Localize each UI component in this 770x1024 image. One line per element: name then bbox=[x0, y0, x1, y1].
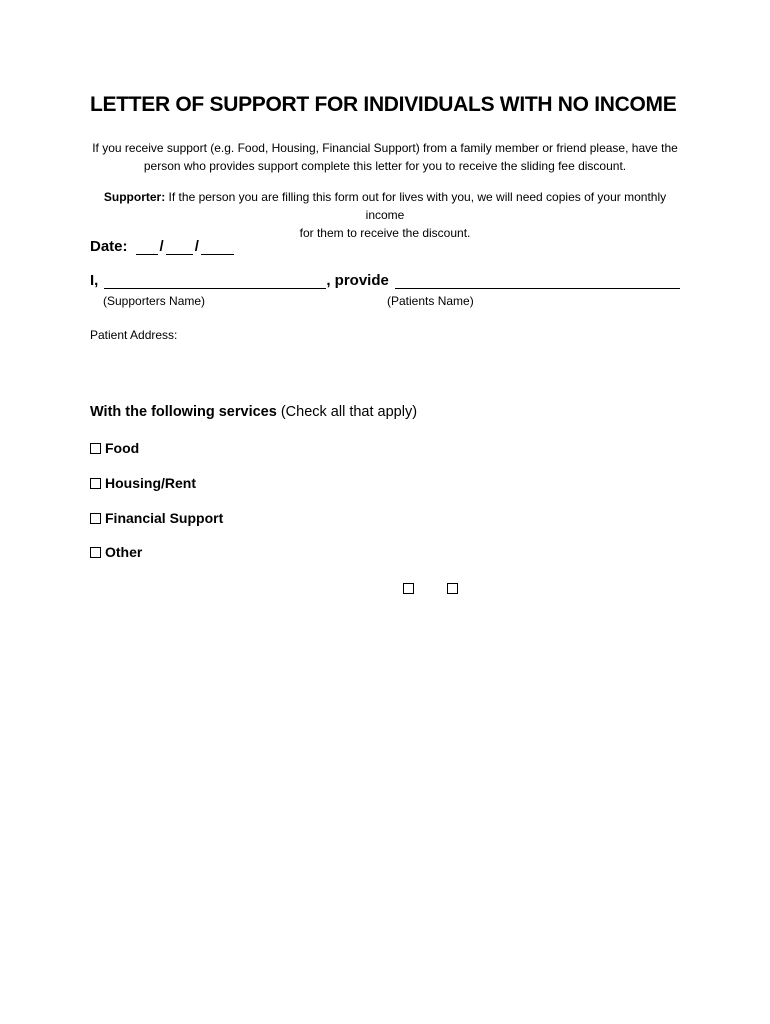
services-heading-bold: With the following services bbox=[90, 404, 277, 420]
checkbox-icon[interactable] bbox=[90, 443, 101, 454]
checkbox-icon[interactable] bbox=[403, 583, 414, 594]
date-row bbox=[90, 238, 234, 255]
services-heading bbox=[90, 404, 417, 420]
supporter-note bbox=[90, 188, 680, 242]
service-label: Housing/Rent bbox=[105, 475, 196, 491]
service-label: Food bbox=[105, 440, 140, 456]
intro-line-1: If you receive support (e.g. Food, Housing, Financial Support) from a family member or friend please, have the bbox=[92, 141, 678, 155]
services-heading-note: (Check all that apply) bbox=[276, 404, 418, 420]
date-year-field[interactable] bbox=[201, 239, 234, 255]
provide-row bbox=[90, 272, 680, 289]
checkbox-icon[interactable] bbox=[90, 513, 101, 524]
patients-name-field[interactable] bbox=[395, 273, 680, 289]
intro-paragraph bbox=[90, 139, 680, 175]
provide-label: , provide bbox=[326, 272, 389, 289]
service-other[interactable] bbox=[90, 544, 142, 560]
checkbox-icon[interactable] bbox=[447, 583, 458, 594]
date-month-field[interactable] bbox=[136, 239, 158, 255]
supporter-note-line-1 bbox=[90, 188, 680, 224]
checkbox-icon[interactable] bbox=[90, 478, 101, 489]
service-label: Financial Support bbox=[105, 510, 224, 526]
patients-name-caption: (Patients Name) bbox=[387, 294, 474, 308]
service-label: Other bbox=[105, 544, 143, 560]
supporter-note-text: If the person you are filling this form out for lives with you, we will need copies of your monthly income bbox=[165, 190, 667, 222]
intro-line-2: person who provides support complete this letter for you to receive the sliding fee discount. bbox=[143, 159, 627, 173]
service-financial-support[interactable] bbox=[90, 510, 223, 526]
date-label: Date: bbox=[90, 238, 128, 255]
i-label: I, bbox=[90, 272, 99, 289]
checkbox-icon[interactable] bbox=[90, 547, 101, 558]
supporter-note-line-2: for them to receive the discount. bbox=[299, 226, 471, 240]
supporters-name-field[interactable] bbox=[104, 273, 326, 289]
service-housing-rent[interactable] bbox=[90, 475, 196, 491]
supporters-name-caption: (Supporters Name) bbox=[103, 294, 206, 308]
date-separator-2: / bbox=[194, 238, 199, 255]
service-food[interactable] bbox=[90, 440, 139, 456]
date-day-field[interactable] bbox=[166, 239, 193, 255]
document-title: LETTER OF SUPPORT FOR INDIVIDUALS WITH NO INCOME bbox=[90, 93, 677, 116]
patient-address-label: Patient Address: bbox=[90, 328, 178, 342]
supporter-label: Supporter: bbox=[103, 190, 166, 204]
date-separator-1: / bbox=[159, 238, 164, 255]
